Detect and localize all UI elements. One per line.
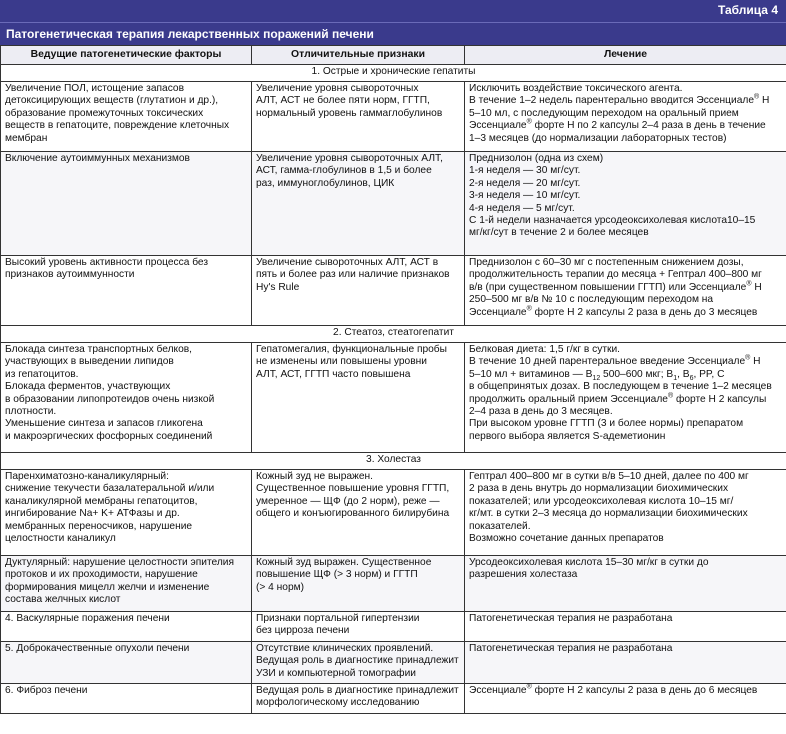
table-number-bar [0,0,786,22]
table-row [1,256,786,326]
section-label: 3. Холестаз [1,453,786,470]
column-header-treatment: Лечение [465,46,786,65]
table-row [1,152,786,256]
factors-cell: Высокий уровень активности процесса без признаков аутоиммунности [1,256,252,326]
factors-cell: Включение аутоиммунных механизмов [1,152,252,256]
table-row [1,684,786,714]
table-row [1,470,786,556]
therapy-table [0,45,786,714]
table-title: Патогенетическая терапия лекарственных поражений печени [6,27,374,41]
table-row [1,556,786,612]
section-label: 1. Острые и хронические гепатиты [1,65,786,82]
factors-cell: 6. Фиброз печени [1,684,252,714]
section-row [1,65,786,82]
signs-cell: Отсутствие клинических проявлений. Ведущая роль в диагностике принадлежит УЗИ и компьютерной томографии [252,642,465,684]
signs-cell: Кожный зуд выражен. Существенное повышение ЩФ (> 3 норм) и ГГТП (> 4 норм) [252,556,465,612]
factors-cell: Паренхиматозно-каналикулярный: снижение текучести базалатеральной и/или каналикулярной мембраны гепатоцитов, ингибирование Na+ K+ АТФазы и др. мембранных переносчиков, нарушение целостности каналикул [1,470,252,556]
treatment-cell: Патогенетическая терапия не разработана [465,642,786,684]
signs-cell: Увеличение сывороточных АЛТ, АСТ в пять и более раз или наличие признаков Hy's Rule [252,256,465,326]
signs-cell: Увеличение уровня сывороточных АЛТ, АСТ, гамма-глобулинов в 1,5 и более раз, иммуноглобулинов, ЦИК [252,152,465,256]
treatment-cell: Эссенциале® форте Н 2 капсулы 2 раза в день до 6 месяцев [465,684,786,714]
factors-cell: Дуктулярный: нарушение целостности эпителия протоков и их проходимости, нарушение формирования мицелл желчи и изменение состава желчных кислот [1,556,252,612]
signs-cell: Кожный зуд не выражен. Существенное повышение уровня ГГТП, умеренное — ЩФ (до 2 норм), реже — общего и конъюгированного билирубина [252,470,465,556]
column-header-signs: Отличительные признаки [252,46,465,65]
treatment-cell: Белковая диета: 1,5 г/кг в сутки. В течение 10 дней парентеральное введение Эссенциале® Н 5–10 мл + витаминов — $B_{12}$ 500–600 мкг; $B_1$, $B_6$, PP, C в общепринятых дозах. В последующем в течение 1–2 месяцев продолжить оральный прием Эссенциале® форте Н 2 капсулы 2–4 раза в день до 3 месяцев. При высоком уровне ГГТП (3 и более нормы) препаратом первого выбора является S-адеметионин [465,343,786,453]
title-bar [0,22,786,45]
factors-cell: 4. Васкулярные поражения печени [1,612,252,642]
treatment-cell: Патогенетическая терапия не разработана [465,612,786,642]
header-row [1,46,786,65]
treatment-cell: Гептрал 400–800 мг в сутки в/в 5–10 дней, далее по 400 мг 2 раза в день внутрь до нормализации биохимических показателей; или урсодеоксихолевая кислота 10–15 мг/ кг/мт. в сутки 2–3 месяца до нормализации биохимических показателей. Возможно сочетание данных препаратов [465,470,786,556]
signs-cell: Увеличение уровня сывороточных АЛТ, АСТ не более пяти норм, ГГТП, нормальный уровень гаммаглобулинов [252,82,465,152]
treatment-cell: Исключить воздействие токсического агента. В течение 1–2 недель парентерально вводится Эссенциале® Н 5–10 мл, с последующим переходом на оральный прием Эссенциале® форте Н по 2 капсулы 2–4 раза в день в течение 1–3 месяцев (до нормализации лабораторных тестов) [465,82,786,152]
section-row [1,326,786,343]
signs-cell: Ведущая роль в диагностике принадлежит морфологическому исследованию [252,684,465,714]
table-number: Таблица 4 [717,3,778,17]
signs-cell: Гепатомегалия, функциональные пробы не изменены или повышены уровни АЛТ, АСТ, ГГТП часто повышена [252,343,465,453]
column-header-factors: Ведущие патогенетические факторы [1,46,252,65]
treatment-cell: Урсодеоксихолевая кислота 15–30 мг/кг в сутки до разрешения холестаза [465,556,786,612]
section-label: 2. Стеатоз, стеатогепатит [1,326,786,343]
factors-cell: Увеличение ПОЛ, истощение запасов детоксицирующих веществ (глутатион и др.), образование промежуточных токсических веществ в гепатоците, повреждение клеточных мембран [1,82,252,152]
section-row [1,453,786,470]
factors-cell: Блокада синтеза транспортных белков, участвующих в выведении липидов из гепатоцитов. Блокада ферментов, участвующих в образовании липопротеидов очень низкой плотности. Уменьшение синтеза и запасов гликогена и макроэргических фосфорных соединений [1,343,252,453]
table-row [1,612,786,642]
treatment-cell: Преднизолон (одна из схем) 1-я неделя — 30 мг/сут. 2-я неделя — 20 мг/сут. 3-я неделя — 10 мг/сут. 4-я неделя — 5 мг/сут. С 1-й недели назначается урсодеоксихолевая кислота10–15 мг/кг/сут в течение 2 и более месяцев [465,152,786,256]
table-row [1,343,786,453]
signs-cell: Признаки портальной гипертензии без цирроза печени [252,612,465,642]
factors-cell: 5. Доброкачественные опухоли печени [1,642,252,684]
table-row [1,82,786,152]
table-row [1,642,786,684]
treatment-cell: Преднизолон с 60–30 мг с постепенным снижением дозы, продолжительность терапии до месяца + Гептрал 400–800 мг в/в (при существенном повышении ГГТП) или Эссенциале® Н 250–500 мг в/в № 10 с последующим переходом на Эссенциале® форте Н 2 капсулы 2 раза в день до 3 месяцев [465,256,786,326]
